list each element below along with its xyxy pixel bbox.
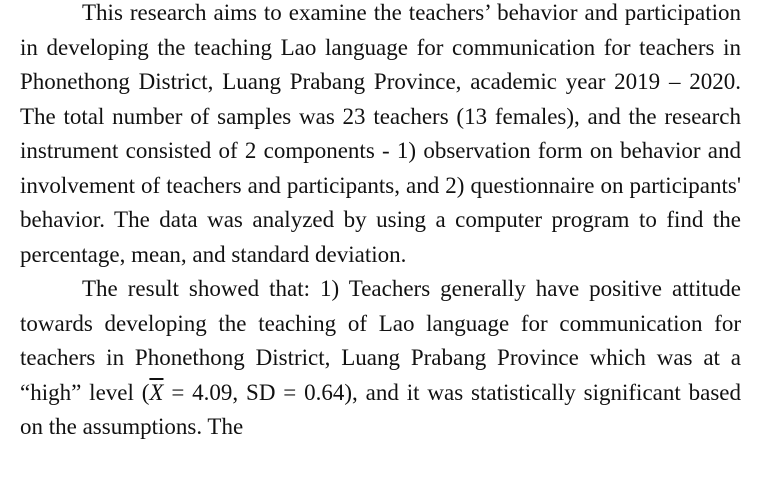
paragraph-2-text-before-stat: The result showed that: 1) Teachers generally have positive attitude towards developing the teaching of Lao language for communication for teachers in Phonethong District, Luang Prabang Province which was at a “high” level ( [20, 276, 741, 405]
paragraph-2-text-after-stat: = 4.09, SD = 0.64), and it was statistically significant based on the assumptions. The [20, 379, 741, 439]
abstract-paragraph-2 [20, 272, 741, 445]
mean-symbol: $\overline{X}$ [149, 379, 164, 405]
abstract-paragraph-1: This research aims to examine the teachers’ behavior and participation in developing the teaching Lao language for communication for teachers in Phonethong District, Luang Prabang Province, academic year 2019 – 2020. The total number of samples was 23 teachers (13 females), and the research instrument consisted of 2 components - 1) observation form on behavior and involvement of teachers and participants, and 2) questionnaire on participants' behavior. The data was analyzed by using a computer program to find the percentage, mean, and standard deviation. [20, 0, 741, 267]
